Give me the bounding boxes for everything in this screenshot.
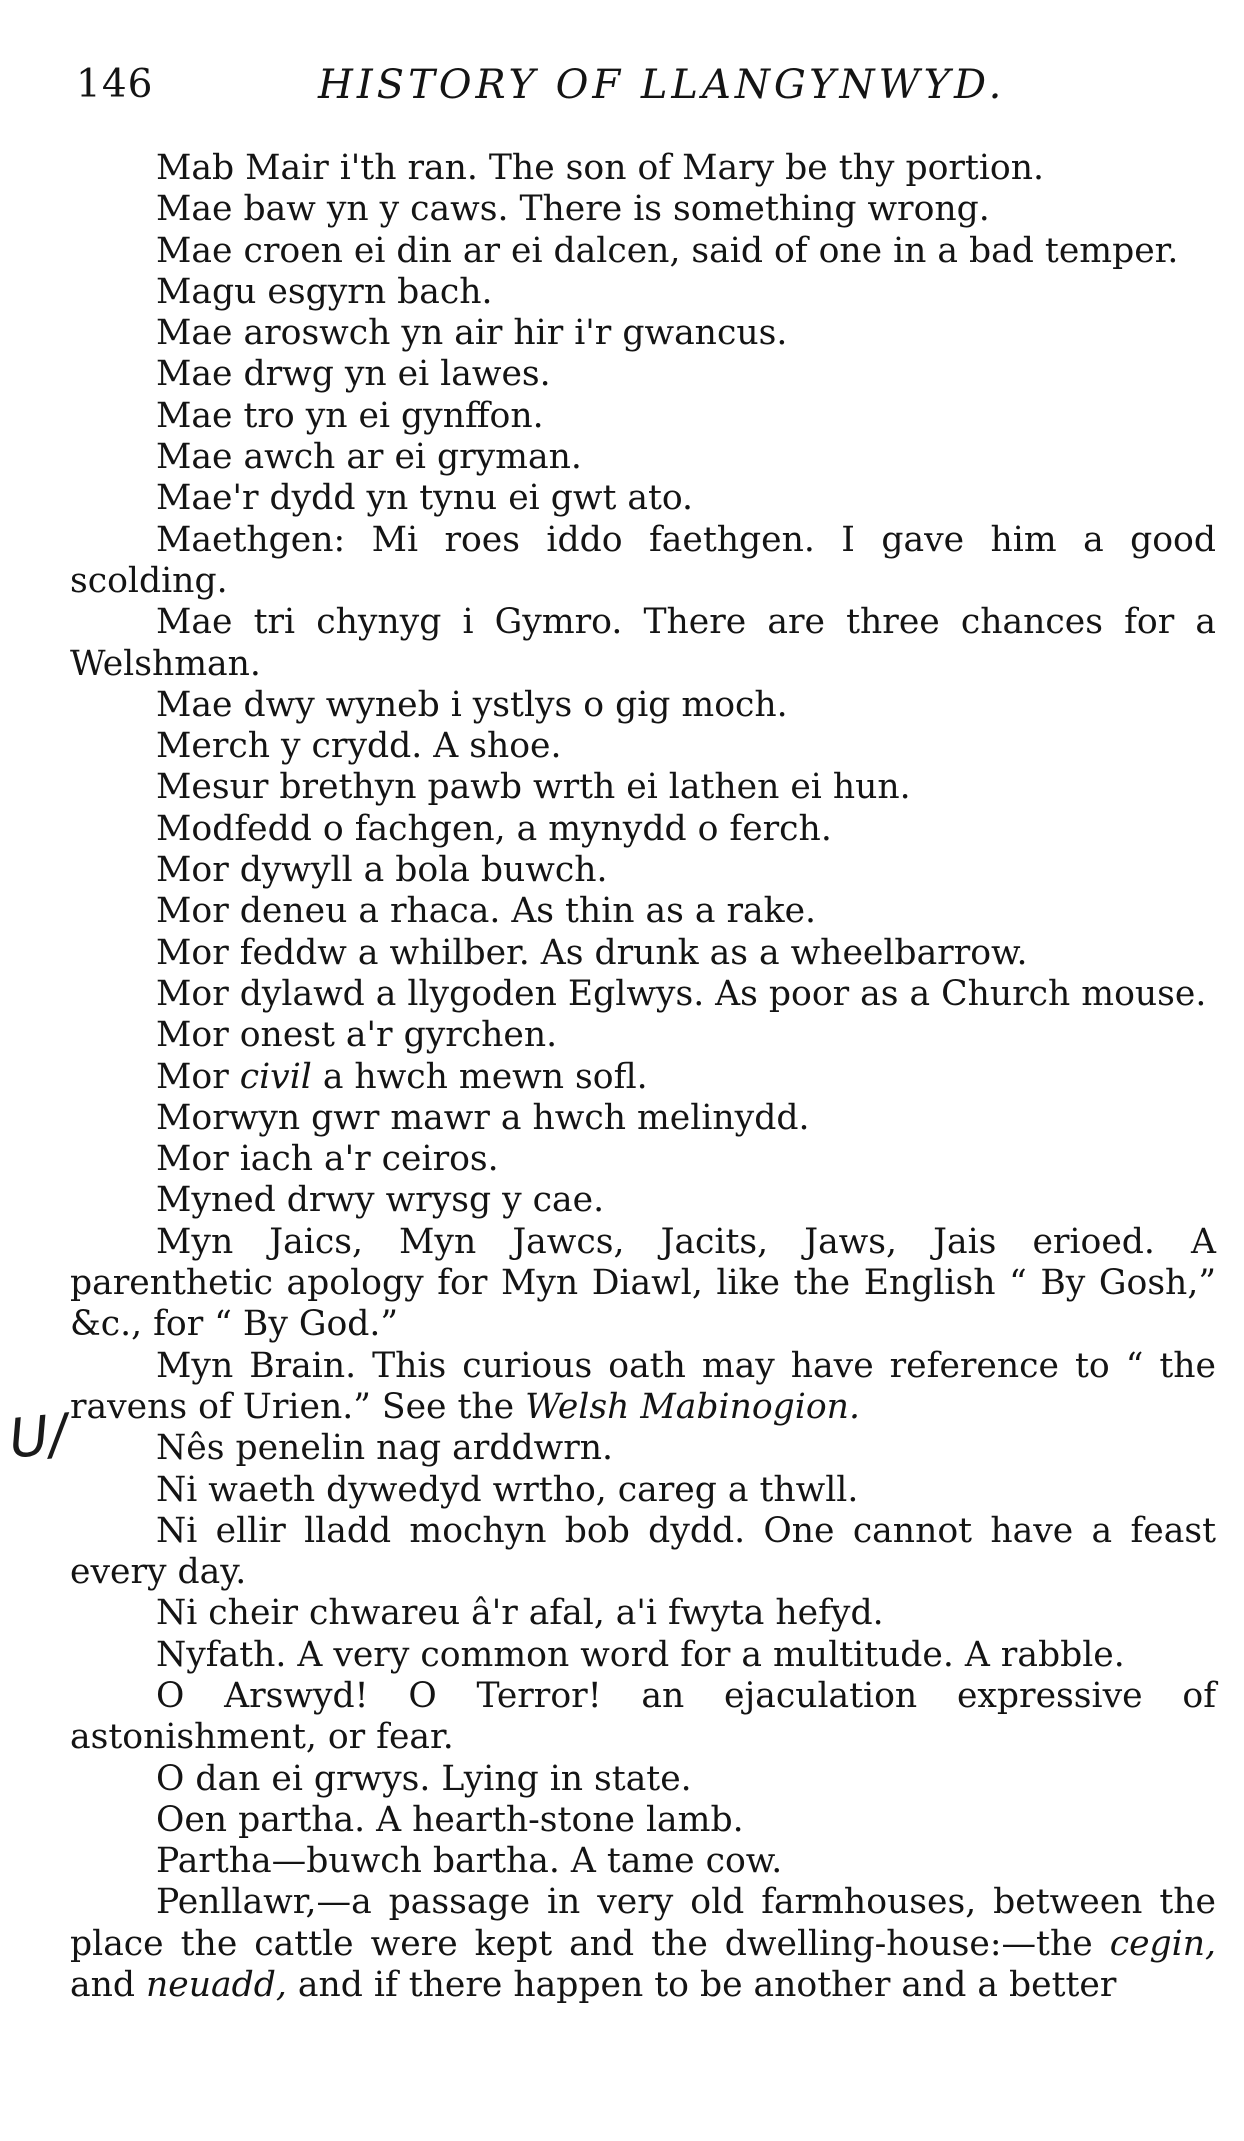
list-item: Maethgen: Mi roes iddo faethgen. I gave him a good scolding. — [70, 519, 1216, 601]
list-item: Mae tri chynyg i Gymro. There are three chances for a Welshman. — [70, 602, 1216, 684]
list-item: Mor deneu a rhaca. As thin as a rake. — [156, 891, 817, 932]
list-item: Mae'r dydd yn tynu ei gwt ato. — [156, 478, 694, 519]
list-item: Ni cheir chwareu â'r afal, a'i fwyta hefyd. — [156, 1593, 884, 1634]
last-paragraph: Penllawr,—a passage in very old farmhouses, between the place the cattle were kept and the dwelling-house:—the cegin, and neuadd, and if there happen to be another and a better — [70, 1882, 1216, 2006]
list-item: Partha—buwch bartha. A tame cow. — [156, 1841, 783, 1882]
list-item: Ni ellir lladd mochyn bob dydd. One cannot have a feast every day. — [70, 1510, 1216, 1593]
list-item: Oen partha. A hearth-stone lamb. — [156, 1799, 744, 1840]
list-item: Mesur brethyn pawb wrth ei lathen ei hun. — [156, 767, 911, 808]
list-item: Mab Mair i'th ran. The son of Mary be thy portion. — [156, 148, 1044, 188]
list-item: Mor dylawd a llygoden Eglwys. As poor as a Church mouse. — [156, 973, 1207, 1014]
list-item: Mae drwg yn ei lawes. — [156, 354, 551, 395]
list-item: Myned drwy wrysg y cae. — [156, 1180, 605, 1221]
list-item: Mae aroswch yn air hir i'r gwancus. — [156, 313, 788, 354]
list-item: Nês penelin nag arddwrn. — [156, 1428, 613, 1469]
list-item: Mae croen ei din ar ei dalcen, said of one in a bad temper. — [156, 230, 1179, 271]
list-item: Mae dwy wyneb i ystlys o gig moch. — [156, 684, 788, 725]
list-item: O dan ei grwys. Lying in state. — [156, 1758, 692, 1799]
list-item: Merch y crydd. A shoe. — [156, 726, 562, 767]
list-item: Myn Brain. This curious oath may have reference to “ the ravens of Urien.” See the Welsh Mabinogion. — [70, 1345, 1216, 1427]
list-item: Ni waeth dywedyd wrtho, careg a thwll. — [156, 1469, 859, 1510]
list-item: O Arswyd! O Terror! an ejaculation expressive of astonishment, or fear. — [70, 1675, 1216, 1758]
list-item: Mor dywyll a bola buwch. — [156, 850, 608, 891]
list-item: Mae awch ar ei gryman. — [156, 437, 582, 478]
list-item: Nyfath. A very common word for a multitude. A rabble. — [156, 1634, 1125, 1675]
list-item: Modfedd o fachgen, a mynydd o ferch. — [156, 808, 832, 849]
page-header — [0, 62, 1244, 112]
list-item: Mae baw yn y caws. There is something wrong. — [156, 189, 990, 230]
list-item: Mor onest a'r gyrchen. — [156, 1015, 558, 1056]
list-item: Mor feddw a whilber. As drunk as a wheelbarrow. — [156, 932, 1028, 973]
list-item: Mor iach a'r ceiros. — [156, 1139, 499, 1180]
list-item: Mae tro yn ei gynffon. — [156, 395, 544, 436]
list-item: Myn Jaics, Myn Jawcs, Jacits, Jaws, Jais erioed. A parenthetic apology for Myn Diawl, like the English “ By Gosh,” &c., for “ By God.” — [70, 1221, 1216, 1345]
running-title: HISTORY OF LLANGYNWYD. — [318, 62, 1006, 108]
list-item: Morwyn gwr mawr a hwch melinydd. — [156, 1097, 810, 1138]
list-item: Mor civil a hwch mewn sofl. — [156, 1056, 648, 1097]
proverb-list — [70, 148, 1216, 2006]
list-item: Magu esgyrn bach. — [156, 271, 493, 312]
handwritten-margin-note: U/ — [6, 1401, 70, 1471]
page-number: 146 — [76, 62, 154, 107]
